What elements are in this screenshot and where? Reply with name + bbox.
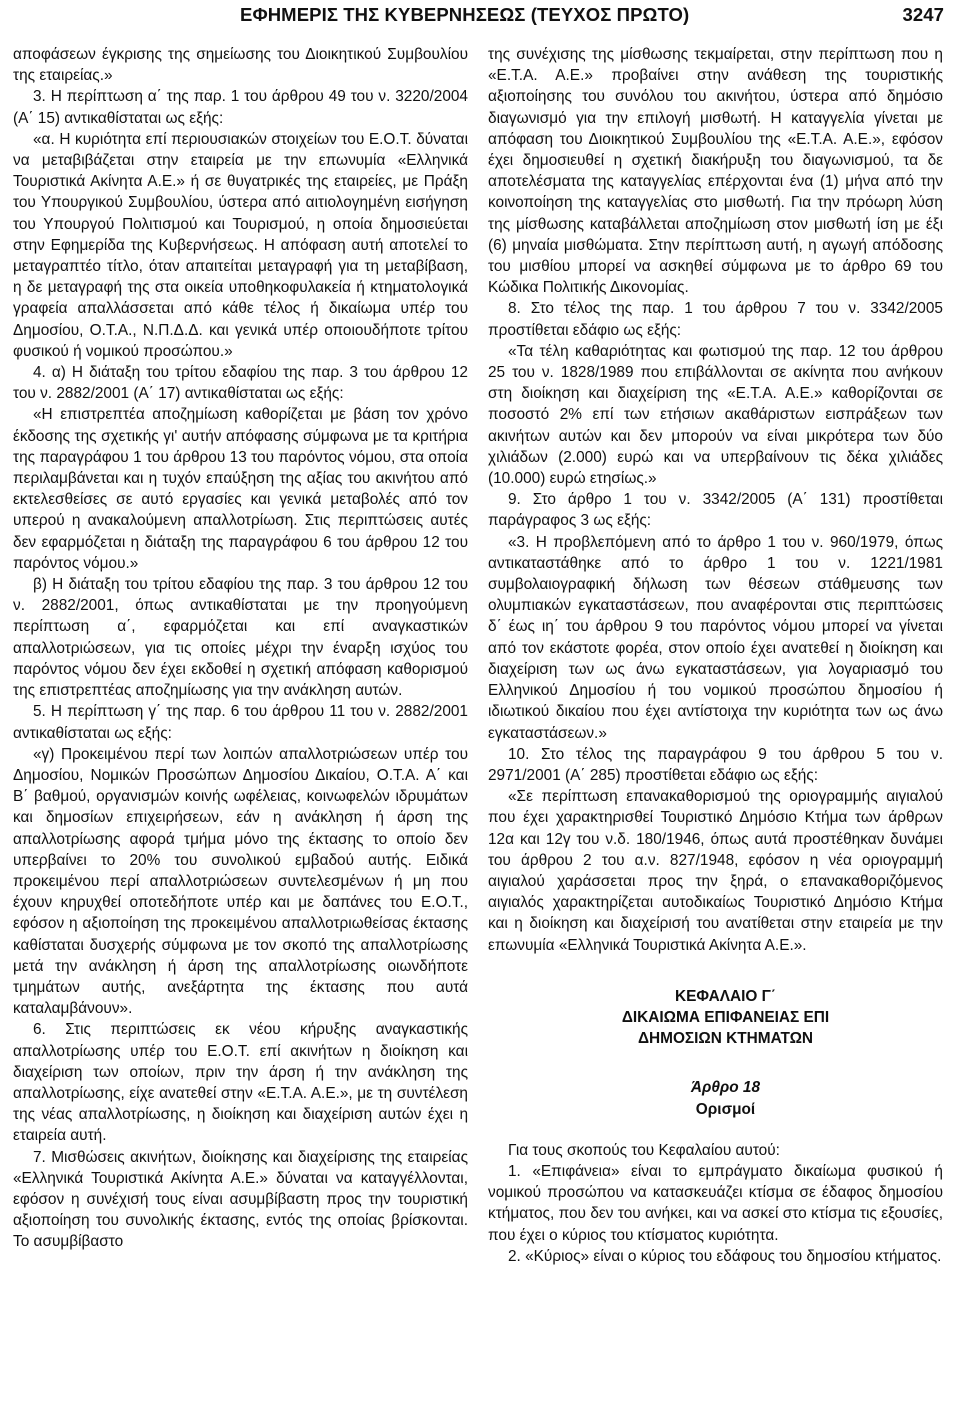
chapter-title-line2: ΔΗΜΟΣΙΩΝ ΚΤΗΜΑΤΩΝ xyxy=(637,1030,814,1048)
gazette-title: ΕΦΗΜΕΡΙΣ ΤΗΣ ΚΥΒΕΡΝΗΣΕΩΣ (ΤΕΥΧΟΣ ΠΡΩΤΟ) xyxy=(240,4,690,25)
right-column xyxy=(488,44,943,1267)
paragraph: αποφάσεων έγκρισης της σημείωσης του Διοικητικού Συμβουλίου της εταιρείας.» xyxy=(13,46,468,85)
paragraph: 6. Στις περιπτώσεις εκ νέου κήρυξης αναγκαστικής απαλλοτρίωσης υπέρ του Ε.Ο.Τ. επί ακινήτων η διοίκηση και διαχείριση των οποίων, πριν την άρση ή την ανάκληση της απαλλοτρίωσης, είχε ανατεθεί στην «Ε.Τ.Α. Α.Ε.», με τη συντέλεση της νέας απαλλοτρίωσης, η διοίκηση και διαχείριση αυτών έχει η εταιρεία αυτή. xyxy=(13,1021,468,1145)
paragraph: «γ) Προκειμένου περί των λοιπών απαλλοτριώσεων υπέρ του Δημοσίου, Νομικών Προσώπων Δημοσίου Δικαίου, Ο.Τ.Α. Α΄ και Β΄ βαθμού, οργανισμών κοινής ωφέλειας, κοινωφελών ιδρυμάτων και δημοσίων επιχειρήσεων, εάν η ανάκληση ή άρση της απαλλοτρίωσης αφορά τμήμα μόνο της έκτασης το οποίο δεν υπερβαίνει το 20% του συνολικού εμβαδού αυτής. Ειδικά προκειμένου περί απαλλοτριώσεων συντελεσμένων ή μη που έχουν κηρυχθεί οποτεδήποτε υπέρ και με δαπάνες του Ε.Ο.Τ., εφόσον η αξιοποίηση της προκειμένου απαλλοτριωθείσας έκτασης καθίσταται δυσχερής σύμφωνα με τον σκοπό της απαλλοτρίωσης μετά την ανάκληση ή άρση της απαλλοτρίωσης οιωνδήποτε τμημάτων αυτής, ανεξάρτητα της έκτασης που αυτά καταλαμβάνουν». xyxy=(13,745,468,1018)
paragraph: Για τους σκοπούς του Κεφαλαίου αυτού: xyxy=(508,1141,780,1159)
chapter-title-line1: ΔΙΚΑΙΩΜΑ ΕΠΙΦΑΝΕΙΑΣ ΕΠΙ xyxy=(621,1008,830,1026)
paragraph: 8. Στο τέλος της παρ. 1 του άρθρου 7 του ν. 3342/2005 προστίθεται εδάφιο ως εξής: xyxy=(488,300,943,339)
left-column xyxy=(13,44,468,1253)
page-number: 3247 xyxy=(902,4,944,25)
paragraph: «Σε περίπτωση επανακαθορισμού της οριογραμμής αιγιαλού που έχει χαρακτηρισθεί Τουριστικό Δημόσιο Κτήμα των άρθρων 12α και 12γ του ν.δ. 180/1946, όπως αυτά προστέθηκαν δυνάμει του άρθρου 2 του α.ν. 827/1948, εφόσον η νέα οριογραμμή αιγιαλού χαράσσεται προς την ξηρά, ο επανακαθοριζόμενος αιγιαλός χαρακτηρίζεται αυτοδικαίως Τουριστικό Δημόσιο Κτήμα και η διοίκηση και διαχείρισή του ανατίθεται στην εταιρεία με την επωνυμία «Ελληνικά Τουριστικά Ακίνητα Α.Ε.». xyxy=(488,788,943,954)
paragraph: «α. Η κυριότητα επί περιουσιακών στοιχείων του Ε.Ο.Τ. δύναται να μεταβιβάζεται στην εταιρεία με την επωνυμία «Ελληνικά Τουριστικά Ακίνητα Α.Ε.» ή σε θυγατρικές της εταιρείες, με Πράξη του Υπουργικού Συμβουλίου, ύστερα από αιτιολογημένη εισήγηση του Υπουργού Πολιτισμού και Τουρισμού, η οποία δημοσιεύεται στην Εφημερίδα της Κυβερνήσεως. Η απόφαση αυτή αποτελεί το μεταγραπτέο τίτλο, όταν απαιτείται μεταγραφή για τη μεταβίβαση, η δε μεταγραφή της στα οικεία υποθηκοφυλακεία ή κτηματολογικά γραφεία απαλλάσσεται από κάθε τέλος ή δικαίωμα υπέρ του Δημοσίου, Ο.Τ.Α., Ν.Π.Δ.Δ. και γενικά υπέρ οποιουδήποτε τρίτου φυσικού ή νομικού προσώπου.» xyxy=(13,130,468,360)
paragraph: 9. Στο άρθρο 1 του ν. 3342/2005 (Α΄ 131) προστίθεται παράγραφος 3 ως εξής: xyxy=(488,491,943,530)
paragraph: 3. Η περίπτωση α΄ της παρ. 1 του άρθρου 49 του ν. 3220/2004 (Α΄ 15) αντικαθίσταται ως εξής: xyxy=(13,88,468,127)
paragraph: β) Η διάταξη του τρίτου εδαφίου της παρ. 3 του άρθρου 12 του ν. 2882/2001, όπως αντικαθίσταται με την προηγούμενη περίπτωση α΄, εφαρμόζεται και επί αναγκαστικών απαλλοτριώσεων, για τις οποίες μέχρι την έναρξη ισχύος του παρόντος νόμου δεν έχει εκδοθεί η σχετική απόφαση καθορισμού της επιστρεπτέας αποζημίωσης για την ανάκληση αυτών. xyxy=(13,576,468,700)
paragraph: «3. Η προβλεπόμενη από το άρθρο 1 του ν. 960/1979, όπως αντικαταστάθηκε από το άρθρο 1 του ν. 1221/1981 συμβολαιογραφική δήλωση των θέσεων στάθμευσης των ολυμπιακών εγκαταστάσεων, που αναφέρονται στις περιπτώσεις δ΄ έως ιη΄ του άρθρου 9 του παρόντος νόμου μπορεί να γίνεται από τον εκάστοτε φορέα, στον οποίο έχει ανατεθεί η διοίκηση και διαχείριση των ως άνω εγκαταστάσεων, για λογαριασμό του Ελληνικού Δημοσίου ή του νομικού προσώπου δημοσίου ή ιδιωτικού δικαίου που έχει αντίστοιχα την κυριότητα των ως άνω εγκαταστάσεων.» xyxy=(488,533,943,742)
paragraph: 7. Μισθώσεις ακινήτων, διοίκησης και διαχείρισης της εταιρείας «Ελληνικά Τουριστικά Ακίνητα Α.Ε.» δύναται να καταγγέλλονται, εφόσον η συνέχισή τους είναι ασυμβίβαστη προς την τουριστική αξιοποίηση του συνολικής έκτασης, εντός της οποίας βρίσκονται. Το ασυμβίβαστο xyxy=(13,1148,468,1251)
paragraph: 10. Στο τέλος της παραγράφου 9 του άρθρου 5 του ν. 2971/2001 (Α΄ 285) προστίθεται εδάφιο ως εξής: xyxy=(488,745,943,784)
page-header xyxy=(14,4,948,34)
paragraph: 1. «Επιφάνεια» είναι το εμπράγματο δικαίωμα φυσικού ή νομικού προσώπου να κατασκευάζει κτίσμα σε έδαφος δημοσίου κτήματος, που δεν του ανήκει, και να ασκεί στο κτίσμα τις εξουσίες, που έχει ο κύριος του κτίσματος κυριότητα. xyxy=(488,1162,943,1244)
paragraph: «Η επιστρεπτέα αποζημίωση καθορίζεται με βάση τον χρόνο έκδοσης της σχετικής γι' αυτήν απόφασης σύμφωνα με τα κριτήρια της παραγράφου 1 του άρθρου 13 του παρόντος νόμου, στα οποία περιλαμβάνεται και η τυχόν επαύξηση της αξίας του ακινήτου από εκτελεσθείσες σε αυτό εργασίες και γενικά μεταβολές από τον υπερού η ανακαλούμενη απαλλοτρίωση. Στις περιπτώσεις αυτές δεν εφαρμόζεται η διάταξη της παραγράφου 6 του άρθρου 12 του παρόντος νόμου.» xyxy=(13,406,468,572)
paragraph: 5. Η περίπτωση γ΄ της παρ. 6 του άρθρου 11 του ν. 2882/2001 αντικαθίσταται ως εξής: xyxy=(13,703,468,742)
paragraph: της συνέχισης της μίσθωσης τεκμαίρεται, στην περίπτωση που η «Ε.Τ.Α. Α.Ε.» προβαίνει στην ανάθεση της τουριστικής αξιοποίησης του συνόλου του ακινήτου, ύστερα από δημόσιο διαγωνισμό για την επιλογή μισθωτή. Η καταγγελία γίνεται με απόφαση του Διοικητικού Συμβουλίου της «Ε.Τ.Α. Α.Ε.», εφόσον έχει δημοσιευθεί η σχετική διακήρυξη του διαγωνισμού, τα δε αποτελέσματα της καταγγελίας επέρχονται ένα (1) μήνα από την κοινοποίηση της καταγγελίας στο μισθωτή. Για την πρόωρη λύση της μίσθωσης καταβάλλεται αποζημίωση στον μισθωτή ίση με έξι (6) μηναία μισθώματα. Στην περίπτωση αυτή, η αγωγή απόδοσης του μισθίου μπορεί να ασκηθεί σύμφωνα με το άρθρο 69 του Κώδικα Πολιτικής Δικονομίας. xyxy=(488,46,943,297)
chapter-label: ΚΕΦΑΛΑΙΟ Γ΄ xyxy=(675,987,776,1005)
article-title: Ορισμοί xyxy=(695,1100,756,1118)
paragraph: 2. «Κύριος» είναι ο κύριος του εδάφους του δημοσίου κτήματος. xyxy=(508,1247,942,1265)
paragraph: «Τα τέλη καθαριότητας και φωτισμού της παρ. 12 του άρθρου 25 του ν. 1828/1989 που επιβάλλονται σε ακίνητα που ανήκουν στη διοίκηση και διαχείριση της «Ε.Τ.Α. Α.Ε.» καθορίζονται σε ποσοστό 2% επί των ετήσιων ακαθάριστων εισπράξεων των ακινήτων αυτών και δεν μπορούν να είναι μικρότερα των δύο χιλιάδων (2.000) ευρώ και να υπερβαίνουν τις δέκα χιλιάδες (10.000) ευρώ ετησίως.» xyxy=(488,342,943,488)
article-label: Άρθρο 18 xyxy=(690,1079,761,1097)
paragraph: 4. α) Η διάταξη του τρίτου εδαφίου της παρ. 3 του άρθρου 12 του ν. 2882/2001 (Α΄ 17) αντικαθίσταται ως εξής: xyxy=(13,364,468,403)
